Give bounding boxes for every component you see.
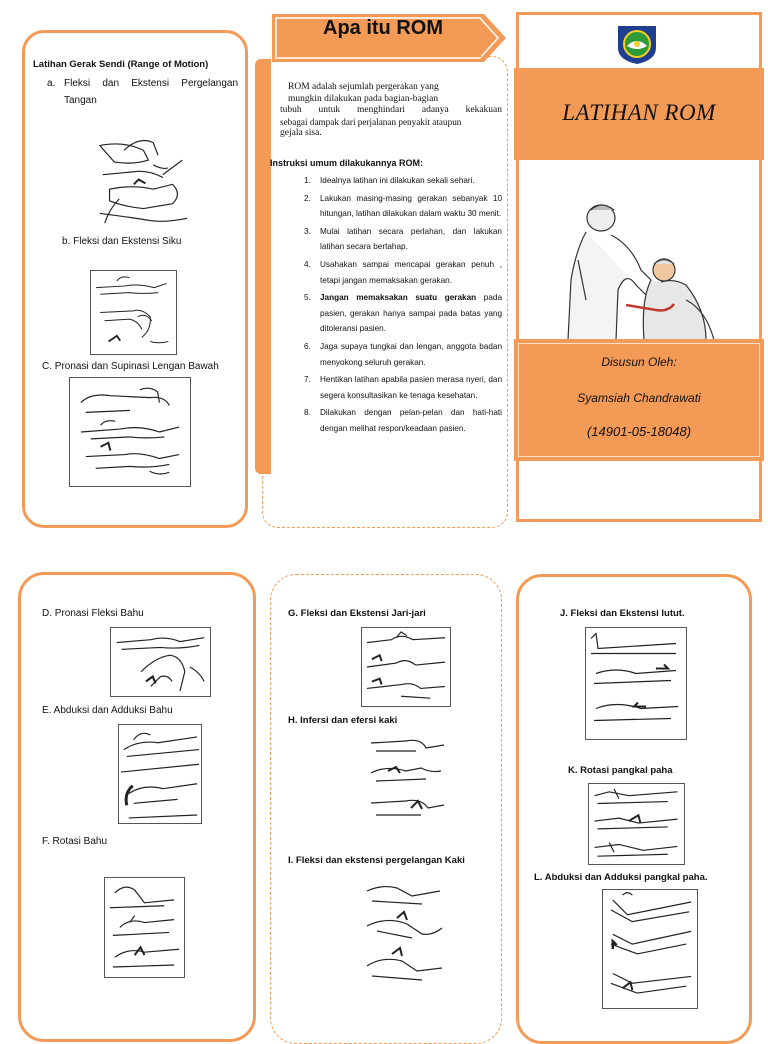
item-d-label: D. Pronasi Fleksi Bahu (42, 608, 144, 619)
item-k-label: K. Rotasi pangkal paha (568, 765, 673, 776)
foot-inversion-figure (366, 733, 448, 830)
instruction-text: Lakukan masing-masing gerakan sebanyak 10 hitungan, latihan dilakukan dalam waktu 30 menit. (320, 193, 502, 219)
cover-title: LATIHAN ROM (562, 100, 716, 125)
intro-text (280, 82, 502, 140)
instruction-text: Jaga supaya tungkai dan lengan, anggota badan menyokong seluruh gerakan. (320, 341, 502, 367)
item-j-label: J. Fleksi dan Ekstensi lutut. (560, 608, 685, 619)
instruction-item (270, 290, 502, 337)
instruction-text: Hentikan latihan apabila pasien merasa nyeri, dan segera konsultasikan ke tenaga kesehatan. (320, 375, 502, 400)
instruction-number: 7. (304, 375, 311, 385)
item-g-label: G. Fleksi dan Ekstensi Jari-jari (288, 608, 426, 619)
instruction-item (270, 191, 502, 222)
intro-line: ROM adalah sejumlah pergerakan yang (288, 82, 439, 92)
shoulder-flexion-figure (110, 627, 211, 697)
item-e-label: E. Abduksi dan Adduksi Bahu (42, 705, 173, 716)
ankle-flexion-figure (362, 876, 446, 996)
item-l-label: L. Abduksi dan Adduksi pangkal paha. (534, 872, 708, 883)
instruction-item (270, 405, 502, 436)
instruction-number: 3. (304, 226, 311, 236)
author-label: Disusun Oleh: (601, 355, 677, 369)
item-h-label: H. Infersi dan efersi kaki (288, 715, 398, 726)
instruction-number: 2. (304, 193, 311, 203)
wrist-flexion-figure (94, 131, 193, 228)
knee-flexion-figure (585, 627, 687, 740)
instruction-text: Dilakukan dengan pelan-pelan dan hati-hati dengan melihat respon/keadaan pasien. (320, 408, 502, 433)
instructions-list (270, 173, 502, 439)
instruction-number: 8. (304, 408, 311, 418)
instruction-number: 5. (304, 293, 311, 303)
author-id: (14901-05-18048) (586, 424, 692, 439)
instruction-item (270, 339, 502, 370)
instruction-item (270, 224, 502, 255)
instruction-bold-text: Jangan memaksakan suatu gerakan (320, 293, 477, 303)
left-panel-heading: Latihan Gerak Sendi (Range of Motion) (33, 59, 209, 70)
hip-rotation-figure (588, 783, 685, 865)
banner-title: Apa itu ROM (323, 17, 443, 39)
shoulder-rotation-figure (104, 877, 185, 978)
instruction-number: 6. (304, 341, 311, 351)
university-logo (612, 22, 662, 66)
instruction-item (270, 372, 502, 403)
instruction-item (270, 257, 502, 288)
instruction-text: Mulai latihan secara perlahan, dan lakukan latihan secara bertahap. (320, 226, 502, 252)
hip-abduction-figure (602, 889, 698, 1009)
item-a-label-2: Tangan (64, 95, 97, 106)
instruction-text: Usahakan sampai mencapai gerakan penuh , tetapi jangan memaksakan gerakan. (320, 259, 502, 285)
shoulder-abduction-figure (118, 724, 202, 824)
intro-line: gejala sisa. (280, 128, 322, 138)
item-f-label: F. Rotasi Bahu (42, 836, 108, 847)
elbow-flexion-figure (90, 270, 177, 355)
doctor-patient-illustration (556, 200, 722, 340)
instructions-heading: Instruksi umum dilakukannya ROM: (270, 158, 424, 168)
instruction-number: 4. (304, 259, 311, 269)
instruction-number: 1. (304, 176, 311, 185)
intro-line: mungkin dilakukan pada bagian-bagian (288, 93, 439, 104)
item-c-label: C. Pronasi dan Supinasi Lengan Bawah (42, 361, 219, 372)
forearm-pronation-figure (69, 377, 191, 487)
item-a-marker: a. (47, 78, 56, 89)
item-i-label: I. Fleksi dan ekstensi pergelangan Kaki (288, 855, 465, 866)
item-a-label: Fleksi dan Ekstensi Pergelangan (64, 78, 238, 89)
instruction-text: pada pasien, gerakan hanya sampai pada batas yang ditoleransi pasien. (320, 293, 502, 334)
author-name: Syamsiah Chandrawati (577, 391, 701, 405)
instruction-item (270, 173, 502, 189)
item-b-label: b. Fleksi dan Ekstensi Siku (62, 236, 182, 247)
intro-line: tubuh untuk menghindari adanya kekakuan (280, 105, 502, 115)
finger-flexion-figure (361, 627, 451, 707)
intro-line: sebagai dampak dari perjalanan penyakit ataupun (280, 116, 462, 127)
instruction-text: Idealnya latihan ini dilakukan sekali sehari. (320, 176, 475, 185)
